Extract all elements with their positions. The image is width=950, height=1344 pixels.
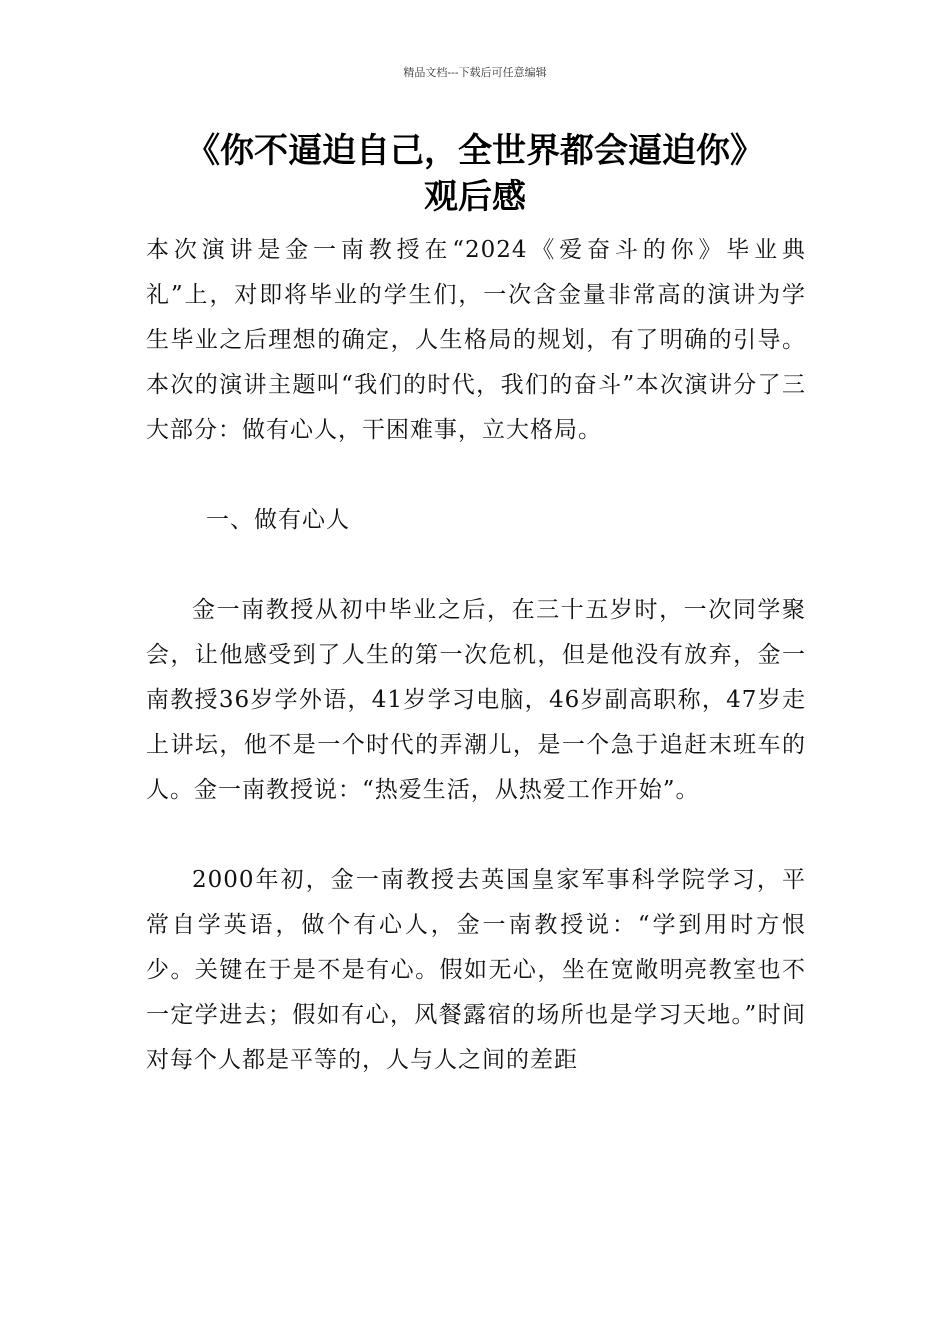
document-title bbox=[0, 128, 950, 220]
intro-paragraph: 本次演讲是金一南教授在“2024《爱奋斗的你》毕业典礼”上，对即将毕业的学生们，一次含金量非常高的演讲为学生毕业之后理想的确定，人生格局的规划，有了明确的引导。本次的演讲主题叫“我们的时代，我们的奋斗”本次演讲分了三大部分：做有心人，干困难事，立大格局。 bbox=[146, 237, 806, 443]
body-paragraph: 金一南教授从初中毕业之后，在三十五岁时，一次同学聚会，让他感受到了人生的第一次危机，但是他没有放弃，金一南教授36岁学外语，41岁学习电脑，46岁副高职称，47岁走上讲坛，他不是一个时代的弄潮儿，是一个急于追赶末班车的人。金一南教授说：“热爱生活，从热爱工作开始”。 bbox=[146, 597, 806, 803]
blank-line bbox=[146, 453, 806, 498]
page-header: 精品文档---下载后可任意编辑 bbox=[403, 66, 547, 79]
body-paragraph: 2000年初，金一南教授去英国皇家军事科学院学习，平常自学英语，做个有心人，金一南教授说：“学到用时方恨少。关键在于是不是有心。假如无心，坐在宽敞明亮教室也不一定学进去；假如有心，风餐露宿的场所也是学习天地。”时间对每个人都是平等的，人与人之间的差距 bbox=[146, 867, 806, 1073]
document-body bbox=[146, 228, 806, 1083]
section-heading: 一、做有心人 bbox=[206, 507, 350, 533]
blank-line bbox=[146, 543, 806, 588]
blank-line bbox=[146, 813, 806, 858]
title-line-2: 观后感 bbox=[424, 177, 526, 217]
title-line-1: 《你不逼迫自己，全世界都会逼迫你》 bbox=[186, 131, 764, 171]
